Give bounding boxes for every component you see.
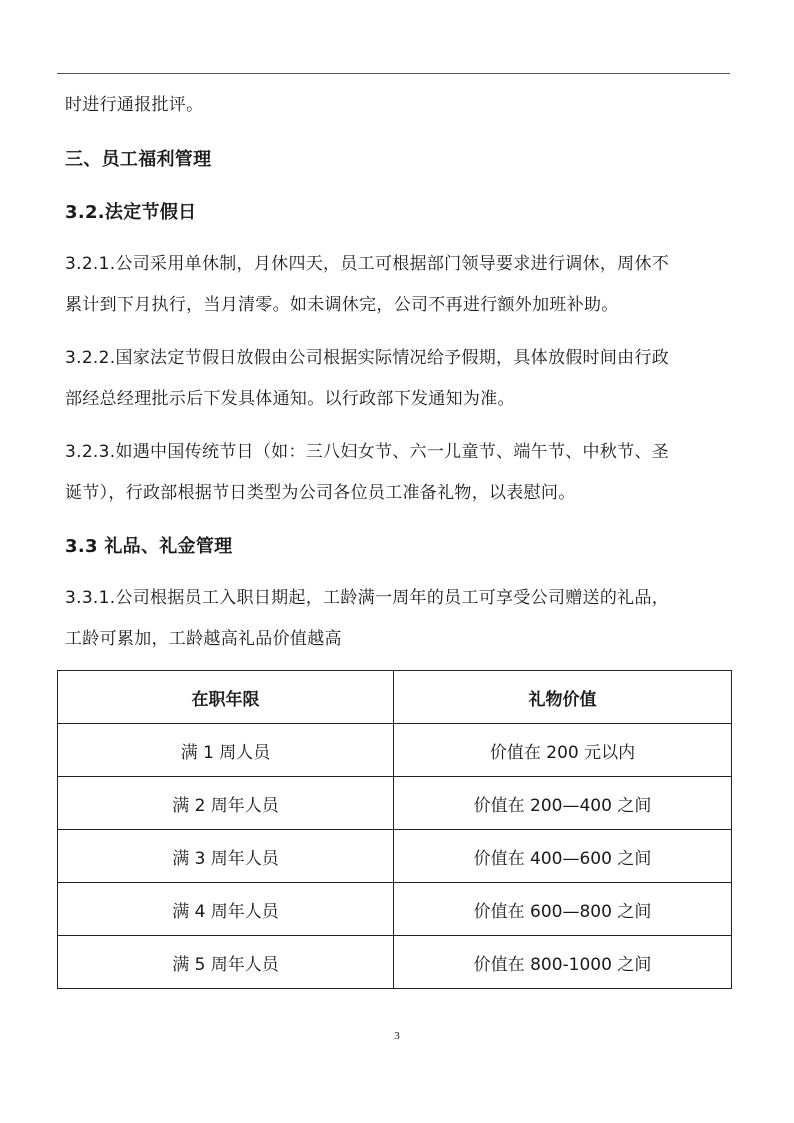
table-row	[58, 936, 732, 989]
header-gift-value: 礼物价值	[394, 671, 732, 724]
table-header-row	[58, 671, 732, 724]
paragraph-3-2-1-line-2: 累计到下月执行，当月清零。如未调休完，公司不再进行额外加班补助。	[65, 295, 619, 315]
cell-gift-value: 价值在 200 元以内	[394, 724, 732, 777]
cell-tenure: 满 4 周年人员	[58, 883, 394, 936]
table-row	[58, 724, 732, 777]
cell-tenure: 满 1 周人员	[58, 724, 394, 777]
paragraph-3-3-1-line-2: 工龄可累加，工龄越高礼品价值越高	[65, 629, 342, 649]
section-heading-employee-welfare: 三、员工福利管理	[65, 149, 212, 170]
paragraph-3-3-1-line-1: 3.3.1.公司根据员工入职日期起，工龄满一周年的员工可享受公司赠送的礼品，	[65, 588, 670, 608]
table-row	[58, 777, 732, 830]
subsection-heading-gift-management: 3.3 礼品、礼金管理	[65, 536, 233, 557]
cell-tenure: 满 2 周年人员	[58, 777, 394, 830]
paragraph-3-2-2-line-2: 部经总经理批示后下发具体通知。以行政部下发通知为准。	[65, 389, 515, 409]
cell-gift-value: 价值在 400—600 之间	[394, 830, 732, 883]
header-tenure: 在职年限	[58, 671, 394, 724]
cell-gift-value: 价值在 200—400 之间	[394, 777, 732, 830]
subsection-heading-statutory-holidays: 3.2.法定节假日	[65, 202, 197, 223]
paragraph-continuation: 时进行通报批评。	[65, 95, 204, 115]
paragraph-3-2-1-line-1: 3.2.1.公司采用单休制，月休四天，员工可根据部门领导要求进行调休，周休不	[65, 254, 670, 274]
paragraph-3-2-3-line-2: 诞节），行政部根据节日类型为公司各位员工准备礼物，以表慰问。	[65, 483, 576, 503]
paragraph-3-2-2-line-1: 3.2.2.国家法定节假日放假由公司根据实际情况给予假期，具体放假时间由行政	[65, 348, 670, 368]
paragraph-3-2-3-line-1: 3.2.3.如遇中国传统节日（如：三八妇女节、六一儿童节、端午节、中秋节、圣	[65, 442, 670, 462]
table-row	[58, 883, 732, 936]
header-divider	[57, 73, 730, 74]
cell-tenure: 满 5 周年人员	[58, 936, 394, 989]
gift-value-table	[57, 670, 732, 989]
page-number: 3	[394, 1030, 400, 1042]
cell-gift-value: 价值在 600—800 之间	[394, 883, 732, 936]
cell-gift-value: 价值在 800-1000 之间	[394, 936, 732, 989]
cell-tenure: 满 3 周年人员	[58, 830, 394, 883]
table-row	[58, 830, 732, 883]
